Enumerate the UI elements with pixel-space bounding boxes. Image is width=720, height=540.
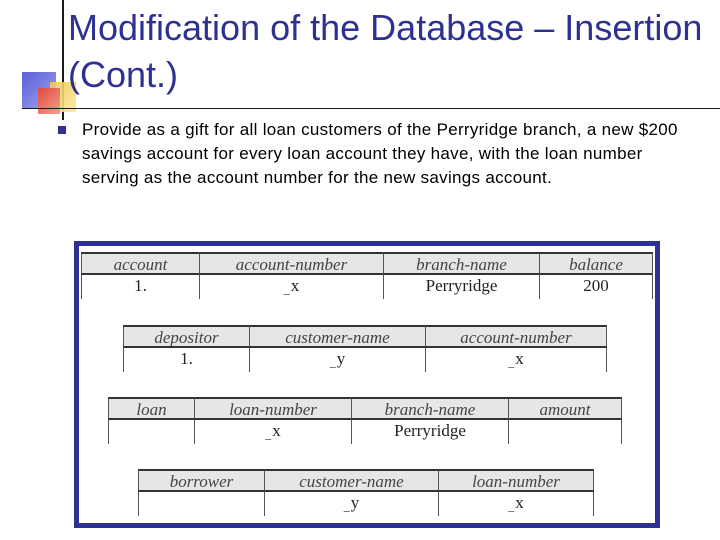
decorative-horizontal-line — [22, 108, 720, 109]
command-cell: 1. — [81, 275, 199, 299]
table-row — [138, 492, 594, 516]
slide-title: Modification of the Database – Insertion (Cont.) — [68, 7, 703, 95]
account-table — [81, 252, 653, 299]
header-cell: branch-name — [351, 397, 508, 420]
table-header-row — [123, 325, 607, 348]
header-cell: loan — [108, 397, 194, 420]
header-cell: amount — [508, 397, 622, 420]
command-cell: 1. — [123, 348, 249, 372]
command-cell — [138, 492, 264, 516]
example-variable-cell: _ x — [425, 348, 607, 372]
header-cell: borrower — [138, 469, 264, 492]
bullet-square-icon — [58, 126, 66, 134]
header-cell: account — [81, 252, 199, 275]
table-header-row — [81, 252, 653, 275]
header-cell: loan-number — [194, 397, 351, 420]
example-variable-cell: _ x — [199, 275, 383, 299]
table-row — [123, 348, 607, 372]
value-cell — [508, 420, 622, 444]
loan-table — [108, 397, 622, 444]
bullet-text: Provide as a gift for all loan customers of the Perryridge branch, a new $200 savings account for every loan account they have, with the loan number serving as the account number for the new savings account. — [82, 120, 678, 187]
example-variable-cell: _ y — [264, 492, 438, 516]
header-cell: customer-name — [249, 325, 425, 348]
value-cell: Perryridge — [383, 275, 539, 299]
example-variable-cell: _ x — [438, 492, 594, 516]
table-row — [108, 420, 622, 444]
example-variable-cell: _ x — [194, 420, 351, 444]
value-cell: Perryridge — [351, 420, 508, 444]
qbe-figure — [74, 241, 660, 528]
header-cell: depositor — [123, 325, 249, 348]
header-cell: account-number — [425, 325, 607, 348]
value-cell: 200 — [539, 275, 653, 299]
table-header-row — [138, 469, 594, 492]
depositor-table — [123, 325, 607, 372]
header-cell: branch-name — [383, 252, 539, 275]
table-header-row — [108, 397, 622, 420]
header-cell: balance — [539, 252, 653, 275]
example-variable-cell: _ y — [249, 348, 425, 372]
table-row — [81, 275, 653, 299]
header-cell: loan-number — [438, 469, 594, 492]
header-cell: customer-name — [264, 469, 438, 492]
command-cell — [108, 420, 194, 444]
header-cell: account-number — [199, 252, 383, 275]
borrower-table — [138, 469, 594, 516]
decorative-red-square — [38, 88, 60, 114]
